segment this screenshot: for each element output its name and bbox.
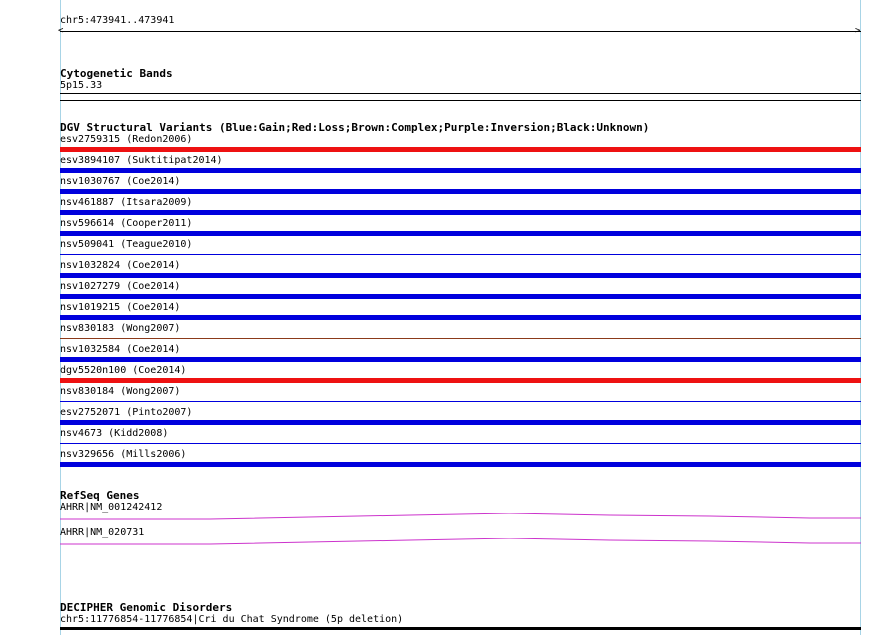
refseq-gene-line[interactable] bbox=[60, 538, 861, 544]
cytoband-track-title[interactable]: Cytogenetic Bands bbox=[60, 67, 173, 80]
dgv-variant-bar[interactable] bbox=[60, 273, 861, 278]
dgv-variant-bar[interactable] bbox=[60, 462, 861, 467]
dgv-variant-bar[interactable] bbox=[60, 315, 861, 320]
refseq-gene-line[interactable] bbox=[60, 513, 861, 519]
decipher-record-bar[interactable] bbox=[60, 627, 861, 630]
dgv-variant-label[interactable]: esv2752071 (Pinto2007) bbox=[60, 407, 193, 418]
dgv-variant-label[interactable]: nsv1032584 (Coe2014) bbox=[60, 344, 181, 355]
dgv-variant-bar[interactable] bbox=[60, 338, 861, 339]
track-divider bbox=[60, 100, 861, 101]
dgv-track-title[interactable]: DGV Structural Variants (Blue:Gain;Red:Loss;Brown:Complex;Purple:Inversion;Black:Unknown) bbox=[60, 121, 650, 134]
refseq-gene-label[interactable]: AHRR|NM_001242412 bbox=[60, 502, 163, 513]
dgv-variant-label[interactable]: nsv4673 (Kidd2008) bbox=[60, 428, 169, 439]
ruler-left-arrow-icon: < bbox=[58, 26, 64, 36]
dgv-variant-label[interactable]: nsv596614 (Cooper2011) bbox=[60, 218, 193, 229]
dgv-variant-label[interactable]: nsv1027279 (Coe2014) bbox=[60, 281, 181, 292]
decipher-track-title[interactable]: DECIPHER Genomic Disorders bbox=[60, 601, 233, 614]
dgv-variant-bar[interactable] bbox=[60, 294, 861, 299]
ruler-right-arrow-icon: > bbox=[855, 26, 861, 36]
decipher-record-label[interactable]: chr5:11776854-11776854|Cri du Chat Syndrome (5p deletion) bbox=[60, 614, 404, 625]
dgv-variant-label[interactable]: nsv1019215 (Coe2014) bbox=[60, 302, 181, 313]
ruler-label: chr5:473941..473941 bbox=[60, 15, 175, 26]
dgv-variant-label[interactable]: nsv830183 (Wong2007) bbox=[60, 323, 181, 334]
dgv-variant-bar[interactable] bbox=[60, 401, 861, 402]
dgv-variant-label[interactable]: nsv1032824 (Coe2014) bbox=[60, 260, 181, 271]
dgv-variant-label[interactable]: nsv509041 (Teague2010) bbox=[60, 239, 193, 250]
dgv-variant-label[interactable]: nsv329656 (Mills2006) bbox=[60, 449, 187, 460]
cytoband-label[interactable]: 5p15.33 bbox=[60, 80, 103, 91]
cytoband-line[interactable] bbox=[60, 93, 861, 94]
dgv-variant-label[interactable]: esv2759315 (Redon2006) bbox=[60, 134, 193, 145]
dgv-variant-bar[interactable] bbox=[60, 210, 861, 215]
dgv-variant-bar[interactable] bbox=[60, 254, 861, 255]
dgv-variant-bar[interactable] bbox=[60, 168, 861, 173]
dgv-variant-label[interactable]: nsv1030767 (Coe2014) bbox=[60, 176, 181, 187]
dgv-variant-bar[interactable] bbox=[60, 357, 861, 362]
refseq-gene-label[interactable]: AHRR|NM_020731 bbox=[60, 527, 145, 538]
dgv-variant-bar[interactable] bbox=[60, 378, 861, 383]
dgv-variant-bar[interactable] bbox=[60, 189, 861, 194]
refseq-track-title[interactable]: RefSeq Genes bbox=[60, 489, 140, 502]
ruler-line bbox=[60, 31, 861, 32]
dgv-variant-bar[interactable] bbox=[60, 231, 861, 236]
dgv-variant-label[interactable]: nsv461887 (Itsara2009) bbox=[60, 197, 193, 208]
dgv-variant-label[interactable]: esv3894107 (Suktitipat2014) bbox=[60, 155, 223, 166]
refseq-gene-model[interactable] bbox=[60, 513, 861, 521]
dgv-variant-label[interactable]: dgv5520n100 (Coe2014) bbox=[60, 365, 187, 376]
refseq-gene-model[interactable] bbox=[60, 538, 861, 546]
dgv-variant-label[interactable]: nsv830184 (Wong2007) bbox=[60, 386, 181, 397]
dgv-variant-bar[interactable] bbox=[60, 147, 861, 152]
dgv-variant-bar[interactable] bbox=[60, 420, 861, 425]
dgv-variant-bar[interactable] bbox=[60, 443, 861, 444]
